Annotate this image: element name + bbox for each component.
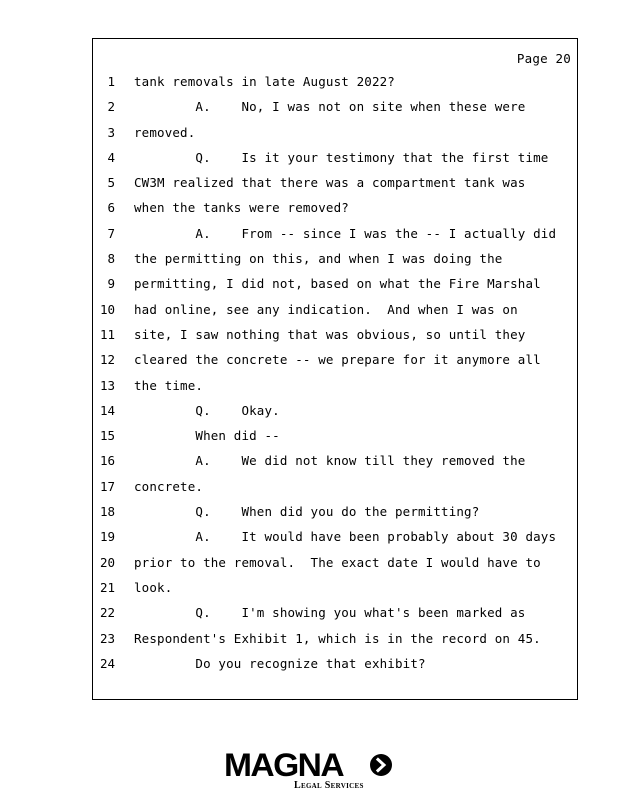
line-number: 5	[107, 175, 115, 191]
line-number: 21	[99, 579, 115, 595]
transcript-line	[93, 651, 577, 676]
line-number: 7	[107, 225, 115, 241]
logo-tagline: Legal Services	[294, 780, 364, 791]
transcript-line	[93, 398, 577, 423]
line-number: 16	[99, 453, 115, 469]
transcript-line	[93, 69, 577, 94]
line-text: the permitting on this, and when I was doing the	[134, 251, 503, 267]
transcript-line	[93, 120, 577, 145]
line-number: 14	[99, 402, 115, 418]
line-number: 4	[107, 149, 115, 165]
line-number: 23	[99, 630, 115, 646]
line-number: 24	[99, 655, 115, 671]
line-number: 17	[99, 478, 115, 494]
line-text: Q. I'm showing you what's been marked as	[134, 605, 526, 621]
line-text: CW3M realized that there was a compartment tank was	[134, 175, 526, 191]
line-number: 2	[107, 99, 115, 115]
line-number: 3	[107, 124, 115, 140]
transcript-line	[93, 170, 577, 195]
transcript-line	[93, 423, 577, 448]
line-text: site, I saw nothing that was obvious, so until they	[134, 326, 526, 342]
line-number: 12	[99, 352, 115, 368]
transcript-line	[93, 271, 577, 296]
line-text: A. It would have been probably about 30 days	[134, 529, 557, 545]
transcript-line	[93, 221, 577, 246]
line-text: Q. When did you do the permitting?	[134, 504, 480, 520]
transcript-line	[93, 347, 577, 372]
line-text: the time.	[134, 377, 204, 393]
line-text: removed.	[134, 124, 196, 140]
line-text: Do you recognize that exhibit?	[134, 655, 426, 671]
line-number: 18	[99, 504, 115, 520]
line-text: permitting, I did not, based on what the Fire Marshal	[134, 276, 541, 292]
line-text: When did --	[134, 428, 280, 444]
transcript-line	[93, 322, 577, 347]
line-text: A. We did not know till they removed the	[134, 453, 526, 469]
transcript-line	[93, 626, 577, 651]
chevron-right-circle-icon	[370, 754, 392, 776]
line-text: look.	[134, 579, 173, 595]
line-text: Respondent's Exhibit 1, which is in the record on 45.	[134, 630, 541, 646]
transcript-line	[93, 524, 577, 549]
line-number: 11	[99, 326, 115, 342]
logo-wordmark: MAGNA	[224, 747, 344, 783]
transcript-lines	[93, 69, 577, 676]
transcript-line	[93, 448, 577, 473]
line-text: concrete.	[134, 478, 204, 494]
transcript-line	[93, 575, 577, 600]
line-number: 8	[107, 251, 115, 267]
transcript-line	[93, 297, 577, 322]
line-number: 10	[99, 301, 115, 317]
transcript-line	[93, 474, 577, 499]
line-text: A. No, I was not on site when these were	[134, 99, 526, 115]
magna-logo	[224, 748, 396, 794]
line-text: had online, see any indication. And when I was on	[134, 301, 518, 317]
transcript-page	[92, 38, 578, 700]
transcript-line	[93, 550, 577, 575]
transcript-line	[93, 246, 577, 271]
transcript-line	[93, 195, 577, 220]
line-number: 13	[99, 377, 115, 393]
page-number: Page 20	[516, 51, 571, 66]
transcript-line	[93, 145, 577, 170]
line-text: A. From -- since I was the -- I actually did	[134, 225, 557, 241]
line-text: tank removals in late August 2022?	[134, 74, 395, 89]
line-number: 22	[99, 605, 115, 621]
line-text: Q. Okay.	[134, 402, 280, 418]
transcript-line	[93, 373, 577, 398]
transcript-line	[93, 600, 577, 625]
line-number: 9	[107, 276, 115, 292]
line-number: 19	[99, 529, 115, 545]
line-number: 1	[107, 74, 115, 89]
line-text: when the tanks were removed?	[134, 200, 349, 216]
line-text: Q. Is it your testimony that the first time	[134, 149, 549, 165]
line-number: 20	[99, 554, 115, 570]
line-text: cleared the concrete -- we prepare for it anymore all	[134, 352, 541, 368]
transcript-line	[93, 499, 577, 524]
line-number: 6	[107, 200, 115, 216]
line-text: prior to the removal. The exact date I would have to	[134, 554, 541, 570]
transcript-line	[93, 94, 577, 119]
line-number: 15	[99, 428, 115, 444]
